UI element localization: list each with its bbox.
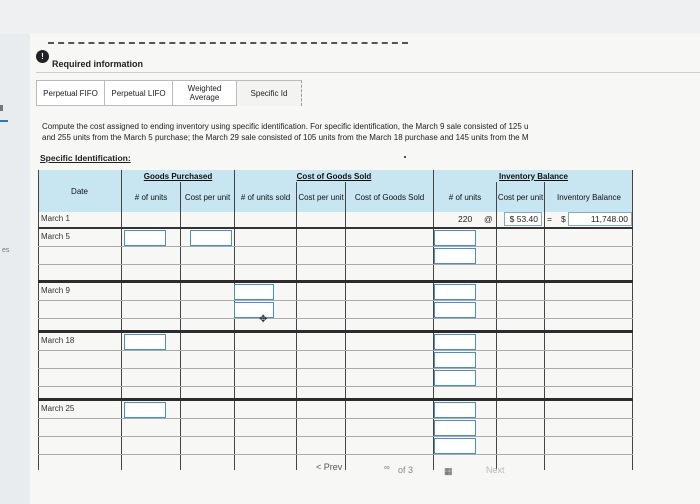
section-title: Specific Identification: xyxy=(40,153,131,163)
prev-button[interactable]: < Prev xyxy=(316,462,343,472)
tab-perpetual-lifo[interactable]: Perpetual LIFO xyxy=(104,80,172,106)
header-cogs xyxy=(235,170,433,182)
equals-sign: = xyxy=(547,214,552,224)
specific-identification-table xyxy=(38,166,633,466)
side-marker xyxy=(0,105,3,111)
grid-line xyxy=(296,182,297,470)
header-inv-balance: Inventory Balance xyxy=(545,182,633,212)
gp-units-march-18[interactable] xyxy=(124,334,166,350)
tab-specific-id[interactable]: Specific Id xyxy=(236,80,302,106)
tab-perpetual-fifo[interactable]: Perpetual FIFO xyxy=(36,80,104,106)
instructions-line-1: Compute the cost assigned to ending inventory using specific identification. For specific identification, the March 9 sale consisted of 125 u xyxy=(42,122,529,131)
dot-mark xyxy=(404,156,406,158)
row-divider xyxy=(38,246,633,247)
grid-line xyxy=(345,182,346,470)
header-date-label: Date xyxy=(71,186,88,196)
clipped-heading-rule xyxy=(48,42,408,44)
header-cogs-units: # of units sold xyxy=(235,182,296,212)
header-cogs-total: Cost of Goods Sold xyxy=(346,182,433,212)
header-inventory-balance-label: Inventory Balance xyxy=(499,171,568,181)
row-divider xyxy=(38,436,633,437)
row-date-march-25: March 25 xyxy=(41,404,75,413)
side-active-marker xyxy=(0,120,8,122)
gp-units-march-25[interactable] xyxy=(124,402,166,418)
grid-line xyxy=(544,182,545,470)
section-divider xyxy=(38,398,633,401)
cogs-units-march-9-a[interactable] xyxy=(234,284,274,300)
move-cursor-icon: ✥ xyxy=(259,314,268,325)
header-gp-cost: Cost per unit xyxy=(181,182,234,212)
side-text: es xyxy=(2,247,10,254)
gp-units-march-5[interactable] xyxy=(124,230,166,246)
row-date-march-1: March 1 xyxy=(41,214,70,223)
inv-units-march-5-b[interactable] xyxy=(434,248,476,264)
header-inv-units: # of units xyxy=(434,182,496,212)
inv-units-march-5-a[interactable] xyxy=(434,230,476,246)
header-cogs-label: Cost of Goods Sold xyxy=(296,171,372,181)
inv-units-march-25-c[interactable] xyxy=(434,438,476,454)
inv-units-march-18-a[interactable] xyxy=(434,334,476,350)
grid-line xyxy=(632,170,633,470)
header-goods-purchased xyxy=(122,170,234,182)
cogs-units-march-9-b[interactable] xyxy=(234,302,274,318)
row-divider xyxy=(38,418,633,419)
inv-units-march-9-b[interactable] xyxy=(434,302,476,318)
header-cogs-cost: Cost per unit xyxy=(297,182,345,212)
chain-icon: ∞ xyxy=(384,463,390,472)
grid-line xyxy=(234,170,235,470)
grid-line xyxy=(496,182,497,470)
row-divider xyxy=(38,368,633,369)
grid-icon[interactable]: ▦ xyxy=(444,466,452,476)
grid-line xyxy=(180,182,181,470)
inv-units-march-18-c[interactable] xyxy=(434,370,476,386)
row-divider xyxy=(38,264,633,265)
header-inv-cost: Cost per unit xyxy=(497,182,544,212)
at-sign: @ xyxy=(484,214,493,224)
row-divider xyxy=(38,386,633,387)
inv-units-march-9-a[interactable] xyxy=(434,284,476,300)
instructions-line-2: and 255 units from the March 5 purchase; the March 29 sale consisted of 105 units from the March 18 purchase and 145 units from the M xyxy=(42,133,529,142)
top-strip xyxy=(0,0,700,34)
grid-line xyxy=(121,170,122,470)
inv-units-march-25-a[interactable] xyxy=(434,402,476,418)
row-divider xyxy=(38,227,633,229)
gp-cost-march-5[interactable] xyxy=(190,230,232,246)
inv-units-march-18-b[interactable] xyxy=(434,352,476,368)
tab-weighted-average[interactable]: Weighted Average xyxy=(172,80,236,106)
instructions xyxy=(42,121,700,143)
row-date-march-5: March 5 xyxy=(41,232,70,241)
header-gp-units: # of units xyxy=(122,182,180,212)
row-date-march-18: March 18 xyxy=(41,336,75,345)
row-divider xyxy=(38,318,633,319)
row-divider xyxy=(38,350,633,351)
row-divider xyxy=(38,454,633,455)
header-inventory-balance xyxy=(434,170,633,182)
header-date xyxy=(38,170,121,212)
section-divider xyxy=(38,330,633,333)
inv-units-march-1: 220 xyxy=(458,214,473,224)
row-divider xyxy=(38,300,633,301)
header-goods-purchased-label: Goods Purchased xyxy=(143,171,213,181)
inv-units-march-25-b[interactable] xyxy=(434,420,476,436)
page-indicator: of 3 xyxy=(398,465,414,475)
next-button[interactable]: Next xyxy=(486,465,505,475)
divider xyxy=(36,72,700,73)
row-date-march-9: March 9 xyxy=(41,286,70,295)
inv-balance-march-1[interactable]: 11,748.00 xyxy=(568,212,632,226)
inv-cost-march-1[interactable]: $ 53.40 xyxy=(504,212,542,226)
section-divider xyxy=(38,280,633,283)
alert-icon: ! xyxy=(36,50,49,63)
required-info-title: Required information xyxy=(52,59,144,69)
currency-sign: $ xyxy=(561,214,566,224)
method-tabs xyxy=(36,80,302,106)
grid-line xyxy=(38,170,39,470)
